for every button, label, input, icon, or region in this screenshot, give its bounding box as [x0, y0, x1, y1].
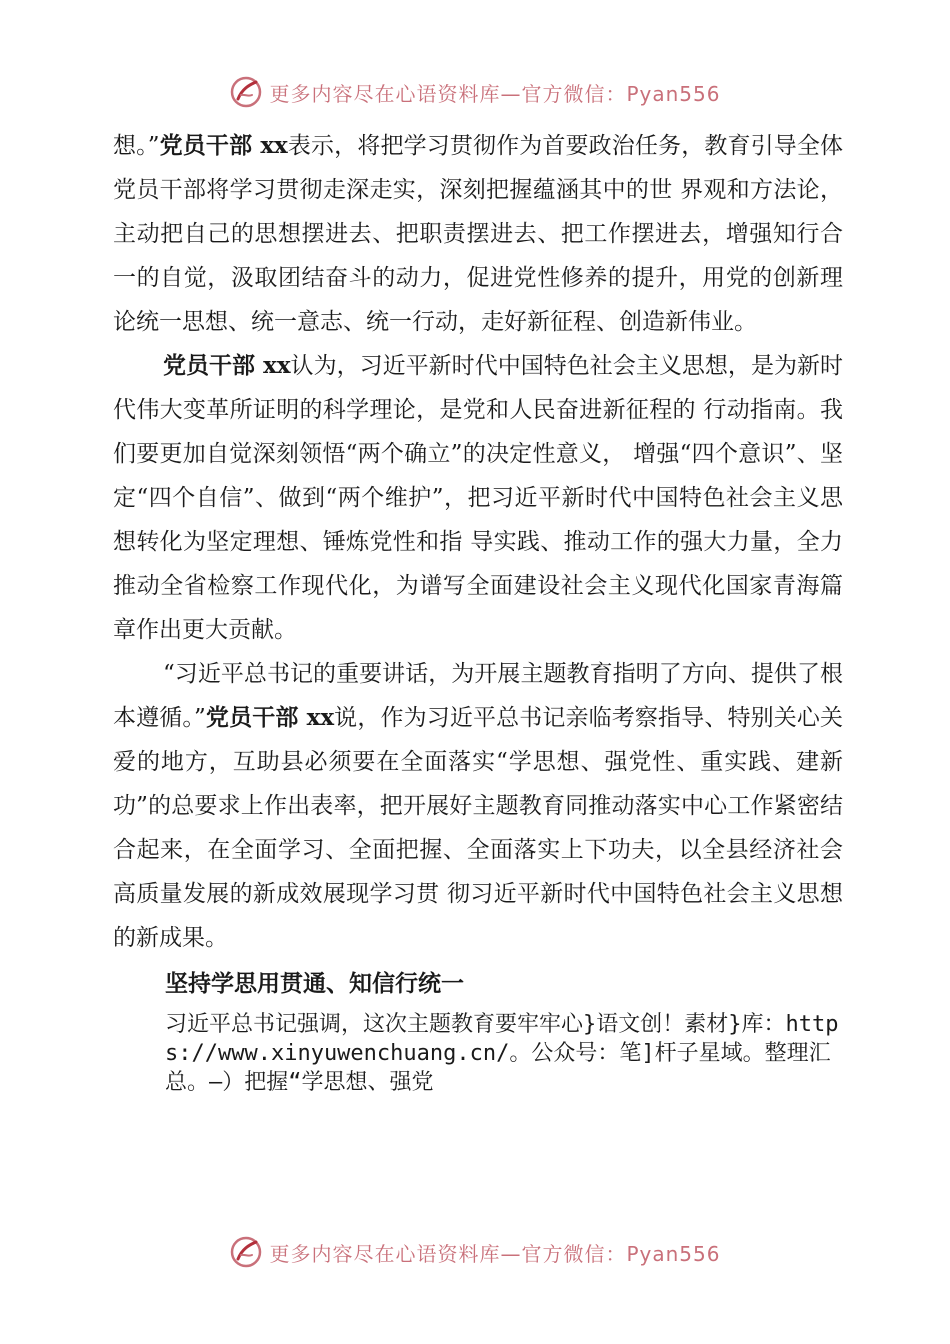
paragraph-4: 习近平总书记强调，这次主题教育要牢牢心}语文创！素材}库：https://www.xinyuwenchuang.cn/。公众号：笔]杆子星域。整理汇总。—）把握“学思想、强党	[165, 1012, 839, 1095]
banner-text: 更多内容尽在心语资料库—官方微信：Pyan556	[269, 81, 721, 106]
paragraph-3	[113, 652, 843, 960]
paragraph-1-text: 表示，将把学习贯彻作为首要政治任务，教育引导全体党员干部将学习贯彻走深走实，深刻把握蕴涵其中的世 界观和方法论，主动把自己的思想摆进去、把职责摆进去、把工作摆进去，增强知行合一的自觉，汲取团结奋斗的动力，促进党性修养的提升，用党的创新理论统一思想、统一意志、统一行动，走好新征程、创造新伟业。	[113, 133, 844, 335]
paragraph-3-quote: “习近平总书记的重要讲话，为开展主题教育指明了方向、提供了根本遵循。”	[113, 661, 843, 731]
brush-circle-logo-icon	[229, 1235, 263, 1269]
paragraph-3-text: 说，作为习近平总书记亲临考察指导、特别关心关爱的地方，互助县必须要在全面落实“学思想、强党性、重实践、建新功”的总要求上作出表率，把开展好主题教育同推动落实中心工作紧密结合起来，在全面学习、全面把握、全面落实上下功夫，以全县经济社会高质量发展的新成效展现学习贯 彻习近平新时代中国特色社会主义思想的新成果。	[113, 705, 844, 951]
paragraph-2-text: 认为，习近平新时代中国特色社会主义思想，是为新时代伟大变革所证明的科学理论，是党和人民奋进新征程的 行动指南。我们要更加自觉深刻领悟“两个确立”的决定性意义， 增强“四个意识”、坚定“四个自信”、做到“两个维护”，把习近平新时代中国特色社会主义思想转化为坚定理想、锤炼党性和指 导实践、推动工作的强大力量，全力推动全省检察工作现代化，为谱写全面建设社会主义现代化国家青海篇章作出更大贡献。	[113, 353, 843, 643]
paragraph-2	[113, 344, 843, 652]
header-watermark-banner	[0, 72, 950, 112]
paragraph-2-speaker: 党员干部 xx	[163, 352, 291, 379]
paragraph-3-speaker: 党员干部 xx	[205, 704, 335, 731]
banner-text: 更多内容尽在心语资料库—官方微信：Pyan556	[269, 1241, 721, 1266]
paragraph-1-quote-end: 想。”	[113, 133, 160, 159]
document-body	[113, 124, 843, 1097]
paragraph-1	[113, 124, 843, 344]
footer-watermark-banner	[0, 1232, 950, 1272]
section-heading: 坚持学思用贯通、知信行统一	[165, 970, 464, 997]
paragraph-1-speaker: 党员干部 xx	[159, 132, 288, 159]
brush-circle-logo-icon	[229, 75, 263, 109]
